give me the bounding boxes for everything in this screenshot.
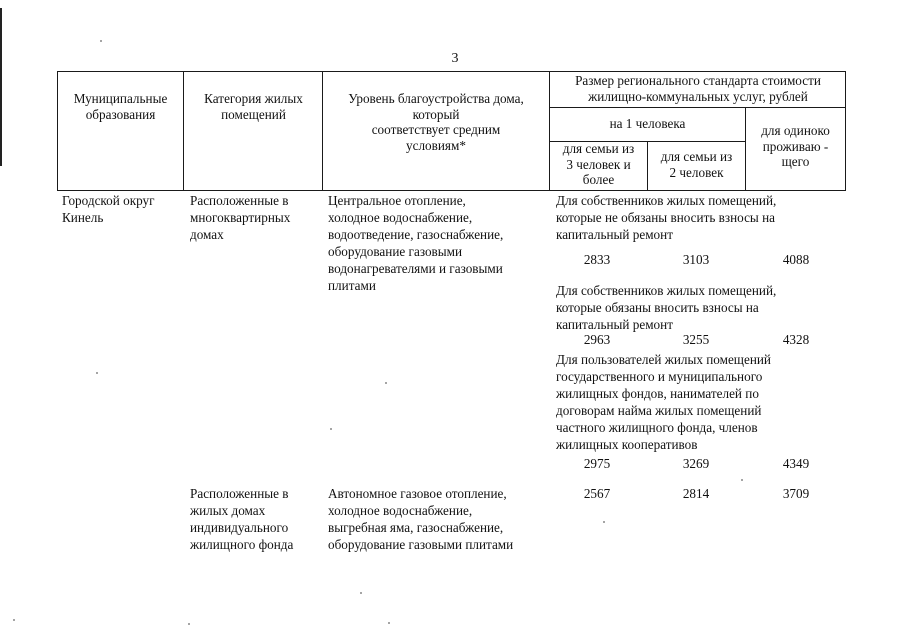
tenants-label (556, 351, 771, 453)
category-line: индивидуального (190, 520, 289, 535)
header-single-line: для одиноко (761, 123, 830, 138)
group-label-line: которые не обязаны вносить взносы на (556, 210, 775, 225)
header-single (746, 123, 845, 170)
amenities-private-house-cell (328, 485, 513, 553)
header-amenities-line: соответствует средним (371, 122, 501, 137)
header-family-3-line: более (582, 172, 615, 187)
header-standard-size (550, 73, 846, 104)
category-line: Расположенные в (190, 486, 289, 501)
scan-speck (330, 428, 332, 430)
group-label-line: жилищных кооперативов (556, 437, 698, 452)
header-amenities-line: который (412, 106, 460, 122)
category-line: жилых домах (190, 503, 266, 518)
scan-speck (188, 623, 190, 625)
header-single-line: проживаю - (762, 138, 829, 154)
group-header-divider (549, 107, 846, 108)
amenities-line: оборудование газовыми плитами (328, 537, 514, 552)
header-standard-size-line: Размер регионального стандарта стоимости (575, 73, 821, 88)
header-amenities-line: Уровень благоустройства дома, (348, 91, 524, 106)
category-line: многоквартирных (190, 210, 291, 225)
amenities-line: плитами (328, 278, 376, 293)
group-label-line: капитальный ремонт (556, 227, 673, 242)
header-amenities (325, 91, 547, 153)
amenities-line: холодное водоснабжение, (328, 503, 473, 518)
header-standard-size-line: жилищно-коммунальных услуг, рублей (588, 88, 808, 104)
group-label-line: Для собственников жилых помещений, (556, 283, 777, 298)
value-family-3: 2567 (583, 486, 611, 501)
col-divider-2 (322, 71, 323, 191)
value-single: 4088 (782, 252, 810, 267)
header-family-2-line: 2 человек (669, 164, 724, 180)
scan-speck (96, 372, 98, 374)
header-family-3-line: 3 человек и (566, 156, 631, 172)
table-left-border (57, 71, 58, 191)
value-family-3: 2833 (583, 252, 611, 267)
owner-no-repair-label (556, 192, 776, 243)
value-family-3: 2975 (583, 456, 611, 471)
amenities-line: холодное водоснабжение, (328, 210, 473, 225)
amenities-line: Центральное отопление, (328, 193, 466, 208)
scan-speck (100, 40, 102, 42)
amenities-apartment-cell (328, 192, 503, 294)
category-line: Расположенные в (190, 193, 289, 208)
scan-speck (741, 479, 743, 481)
municipality-line: Городской округ (62, 193, 155, 208)
header-amenities-line: условиям* (406, 137, 466, 153)
header-family-3-line: для семьи из (562, 141, 635, 156)
value-family-2: 3103 (682, 252, 710, 267)
group-label-line: которые обязаны вносить взносы на (556, 300, 759, 315)
value-single: 3709 (782, 486, 810, 501)
value-family-2: 3255 (682, 332, 710, 347)
page-number: 3 (451, 51, 459, 66)
municipality-cell (62, 192, 155, 226)
header-bottom-border (57, 190, 846, 191)
scan-speck (388, 622, 390, 624)
header-category: Категория жилых помещений (204, 91, 303, 122)
group-label-line: Для собственников жилых помещений, (556, 193, 777, 208)
category-apartment-cell (190, 192, 290, 243)
value-family-2: 3269 (682, 456, 710, 471)
amenities-line: оборудование газовыми (328, 244, 463, 259)
amenities-line: водонагревателями и газовыми (328, 261, 503, 276)
owner-with-repair-label (556, 282, 776, 333)
category-line: домах (190, 227, 224, 242)
value-single: 4349 (782, 456, 810, 471)
municipality-line: Кинель (62, 210, 104, 225)
group-label-line: Для пользователей жилых помещений (556, 352, 771, 367)
group-label-line: договорам найма жилых помещений (556, 403, 762, 418)
amenities-line: водоотведение, газоснабжение, (328, 227, 504, 242)
scan-speck (360, 592, 362, 594)
header-family-3 (550, 141, 647, 188)
group-label-line: жилищных фондов, нанимателей по (556, 386, 759, 401)
category-private-house-cell (190, 485, 293, 553)
scan-speck (603, 521, 605, 523)
page-edge-line (0, 8, 2, 166)
category-line: жилищного фонда (190, 537, 294, 552)
header-family-2 (648, 149, 745, 180)
value-family-2: 2814 (682, 486, 710, 501)
group-label-line: государственного и муниципального (556, 369, 763, 384)
table-top-border (57, 71, 846, 72)
header-single-line: щего (781, 154, 810, 169)
header-family-2-line: для семьи из (660, 149, 733, 164)
header-municipality: Муниципальные образования (73, 91, 168, 122)
value-family-3: 2963 (583, 332, 611, 347)
header-per-person: на 1 человека (609, 116, 686, 131)
scan-speck (385, 382, 387, 384)
amenities-line: Автономное газовое отопление, (328, 486, 507, 501)
amenities-line: выгребная яма, газоснабжение, (328, 520, 504, 535)
value-single: 4328 (782, 332, 810, 347)
group-label-line: частного жилищного фонда, членов (556, 420, 758, 435)
scan-speck (13, 619, 15, 621)
group-label-line: капитальный ремонт (556, 317, 673, 332)
col-divider-1 (183, 71, 184, 191)
